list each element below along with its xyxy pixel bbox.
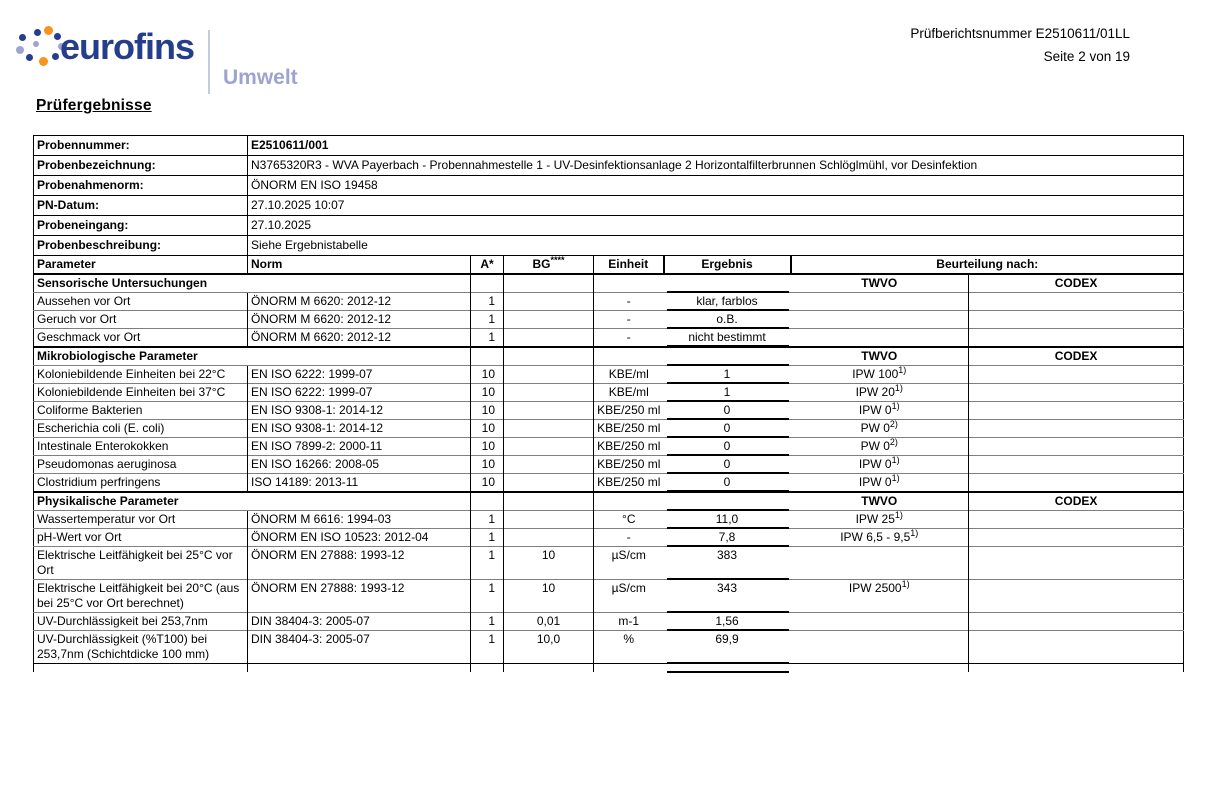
cell-ergebnis: o.B. — [664, 311, 791, 329]
cell-twvo: PW 0$^{2)}$ — [791, 438, 969, 456]
info-label: Probenbezeichnung: — [34, 156, 248, 176]
cell-parameter: Aussehen vor Ort — [34, 293, 248, 311]
cell-a: 1 — [471, 631, 504, 664]
sample-info-row — [34, 176, 1184, 196]
cell-codex — [969, 474, 1184, 493]
cell-bg — [504, 438, 594, 456]
section-row — [34, 274, 1184, 293]
cell-ergebnis: 1 — [664, 384, 791, 402]
info-value: N3765320R3 - WVA Payerbach - Probennahmestelle 1 - UV-Desinfektionsanlage 2 Horizontalfilterbrunnen Schlöglmühl, vor Desinfektion — [248, 156, 1184, 176]
cell-ergebnis: 343 — [664, 580, 791, 613]
cell-a: 10 — [471, 456, 504, 474]
cell-einheit: - — [594, 293, 664, 311]
cell-parameter: Pseudomonas aeruginosa — [34, 456, 248, 474]
cell-norm: EN ISO 7899-2: 2000-11 — [248, 438, 471, 456]
cell-einheit: KBE/250 ml — [594, 474, 664, 493]
results-header-row — [34, 256, 1184, 275]
table-row — [34, 366, 1184, 384]
table-row — [34, 438, 1184, 456]
info-label: Probenahmenorm: — [34, 176, 248, 196]
cell-ergebnis: klar, farblos — [664, 293, 791, 311]
cell-norm: DIN 38404-3: 2005-07 — [248, 631, 471, 664]
cell-codex — [969, 329, 1184, 348]
page-title: Prüfergebnisse — [36, 97, 152, 114]
sample-info-row — [34, 196, 1184, 216]
info-value: 27.10.2025 — [248, 216, 1184, 236]
cell-twvo: PW 0$^{2)}$ — [791, 420, 969, 438]
cell-ergebnis: 0 — [664, 420, 791, 438]
cell-parameter: Escherichia coli (E. coli) — [34, 420, 248, 438]
cell-bg — [504, 384, 594, 402]
section-label: Mikrobiologische Parameter — [34, 347, 471, 366]
sample-info-row — [34, 236, 1184, 256]
cell-parameter: Geruch vor Ort — [34, 311, 248, 329]
cell-twvo — [791, 631, 969, 664]
cell-einheit: KBE/250 ml — [594, 456, 664, 474]
cell-ergebnis: 69,9 — [664, 631, 791, 664]
table-row — [34, 613, 1184, 631]
cell-norm: ÖNORM M 6620: 2012-12 — [248, 329, 471, 348]
section-row — [34, 492, 1184, 511]
section-label: Physikalische Parameter — [34, 492, 471, 511]
cell-bg — [504, 293, 594, 311]
cell-parameter: pH-Wert vor Ort — [34, 529, 248, 547]
cell-ergebnis: 0 — [664, 438, 791, 456]
logo-divider — [208, 30, 210, 94]
info-value: Siehe Ergebnistabelle — [248, 236, 1184, 256]
cell-a: 10 — [471, 402, 504, 420]
cell-a: 1 — [471, 293, 504, 311]
cell-parameter: UV-Durchlässigkeit bei 253,7nm — [34, 613, 248, 631]
info-value: 27.10.2025 10:07 — [248, 196, 1184, 216]
col-header-norm: Norm — [248, 256, 471, 275]
cell-twvo: IPW 6,5 - 9,5$^{1)}$ — [791, 529, 969, 547]
cell-norm: EN ISO 6222: 1999-07 — [248, 384, 471, 402]
cell-codex — [969, 613, 1184, 631]
cell-parameter: Koloniebildende Einheiten bei 37°C — [34, 384, 248, 402]
cell-a: 1 — [471, 511, 504, 529]
cell-a: 1 — [471, 529, 504, 547]
cell-bg: 10,0 — [504, 631, 594, 664]
table-row — [34, 474, 1184, 493]
cell-ergebnis: 0 — [664, 474, 791, 493]
info-label: Probenbeschreibung: — [34, 236, 248, 256]
table-row — [34, 420, 1184, 438]
cell-bg: 10 — [504, 547, 594, 580]
cell-a: 1 — [471, 547, 504, 580]
cell-parameter: Coliforme Bakterien — [34, 402, 248, 420]
info-value: ÖNORM EN ISO 19458 — [248, 176, 1184, 196]
cell-norm: ÖNORM M 6620: 2012-12 — [248, 293, 471, 311]
cell-ergebnis: 0 — [664, 456, 791, 474]
section-twvo-label: TWVO — [791, 492, 969, 511]
cell-twvo — [791, 547, 969, 580]
cell-codex — [969, 402, 1184, 420]
cell-a: 1 — [471, 580, 504, 613]
cell-a: 1 — [471, 329, 504, 348]
section-label: Sensorische Untersuchungen — [34, 274, 471, 293]
header-meta — [910, 22, 1130, 68]
cell-twvo — [791, 293, 969, 311]
cell-norm: ÖNORM M 6616: 1994-03 — [248, 511, 471, 529]
cell-einheit: µS/cm — [594, 547, 664, 580]
cell-a: 10 — [471, 384, 504, 402]
cell-norm: DIN 38404-3: 2005-07 — [248, 613, 471, 631]
cell-twvo — [791, 613, 969, 631]
col-header-einheit: Einheit — [594, 256, 664, 275]
cell-a: 1 — [471, 613, 504, 631]
table-row — [34, 456, 1184, 474]
cell-norm: ISO 14189: 2013-11 — [248, 474, 471, 493]
cell-bg: 10 — [504, 580, 594, 613]
cell-codex — [969, 438, 1184, 456]
section-twvo-label: TWVO — [791, 347, 969, 366]
table-row — [34, 402, 1184, 420]
cell-codex — [969, 420, 1184, 438]
section-twvo-label: TWVO — [791, 274, 969, 293]
table-row — [34, 547, 1184, 580]
section-row — [34, 347, 1184, 366]
cell-norm: ÖNORM EN 27888: 1993-12 — [248, 580, 471, 613]
cell-parameter: Elektrische Leitfähigkeit bei 20°C (aus bei 25°C vor Ort berechnet) — [34, 580, 248, 613]
table-row — [34, 580, 1184, 613]
cell-parameter: Geschmack vor Ort — [34, 329, 248, 348]
cell-einheit: - — [594, 311, 664, 329]
cell-twvo: IPW 0$^{1)}$ — [791, 474, 969, 493]
section-codex-label: CODEX — [969, 492, 1184, 511]
info-label: Probeneingang: — [34, 216, 248, 236]
cell-codex — [969, 384, 1184, 402]
cell-twvo — [791, 329, 969, 348]
cell-twvo: IPW 25$^{1)}$ — [791, 511, 969, 529]
cell-norm: EN ISO 9308-1: 2014-12 — [248, 402, 471, 420]
section-codex-label: CODEX — [969, 274, 1184, 293]
cell-parameter: Elektrische Leitfähigkeit bei 25°C vor Ort — [34, 547, 248, 580]
info-value: E2510611/001 — [248, 136, 1184, 156]
cell-einheit: KBE/ml — [594, 384, 664, 402]
results-table — [33, 135, 1184, 672]
cell-a: 10 — [471, 366, 504, 384]
cell-bg — [504, 420, 594, 438]
brand-wordmark: eurofins — [60, 26, 195, 67]
cell-norm: ÖNORM EN ISO 10523: 2012-04 — [248, 529, 471, 547]
sample-info-row — [34, 216, 1184, 236]
cell-ergebnis: 1,56 — [664, 613, 791, 631]
cell-twvo: IPW 20$^{1)}$ — [791, 384, 969, 402]
table-row — [34, 293, 1184, 311]
cell-bg: 0,01 — [504, 613, 594, 631]
cell-norm: ÖNORM M 6620: 2012-12 — [248, 311, 471, 329]
cell-einheit: % — [594, 631, 664, 664]
cell-bg — [504, 456, 594, 474]
table-row — [34, 311, 1184, 329]
cell-norm: EN ISO 9308-1: 2014-12 — [248, 420, 471, 438]
cell-a: 1 — [471, 311, 504, 329]
cell-parameter: Wassertemperatur vor Ort — [34, 511, 248, 529]
cell-codex — [969, 293, 1184, 311]
cell-parameter: Clostridium perfringens — [34, 474, 248, 493]
cell-a: 10 — [471, 474, 504, 493]
cell-twvo — [791, 311, 969, 329]
cell-twvo: IPW 2500$^{1)}$ — [791, 580, 969, 613]
cell-codex — [969, 511, 1184, 529]
cell-einheit: - — [594, 529, 664, 547]
section-codex-label: CODEX — [969, 347, 1184, 366]
cell-einheit: - — [594, 329, 664, 348]
cell-parameter: UV-Durchlässigkeit (%T100) bei 253,7nm (Schichtdicke 100 mm) — [34, 631, 248, 664]
division-label: Umwelt — [223, 66, 298, 89]
cell-bg — [504, 366, 594, 384]
col-header-parameter: Parameter — [34, 256, 248, 275]
info-label: PN-Datum: — [34, 196, 248, 216]
cell-bg — [504, 311, 594, 329]
table-row — [34, 529, 1184, 547]
table-row — [34, 384, 1184, 402]
cell-bg — [504, 511, 594, 529]
cell-ergebnis: nicht bestimmt — [664, 329, 791, 348]
cell-einheit: KBE/250 ml — [594, 420, 664, 438]
report-number: Prüfberichtsnummer E2510611/01LL — [910, 26, 1130, 41]
cell-bg — [504, 529, 594, 547]
cell-codex — [969, 311, 1184, 329]
cell-ergebnis: 383 — [664, 547, 791, 580]
col-header-bg: BG**** — [504, 256, 594, 275]
cell-einheit: KBE/250 ml — [594, 402, 664, 420]
cell-ergebnis: 1 — [664, 366, 791, 384]
cell-ergebnis: 0 — [664, 402, 791, 420]
cell-parameter: Intestinale Enterokokken — [34, 438, 248, 456]
results-table-body — [34, 136, 1184, 673]
table-row — [34, 631, 1184, 664]
table-stub-row — [34, 664, 1184, 673]
cell-codex — [969, 366, 1184, 384]
cell-ergebnis: 11,0 — [664, 511, 791, 529]
cell-einheit: µS/cm — [594, 580, 664, 613]
cell-einheit: KBE/250 ml — [594, 438, 664, 456]
cell-codex — [969, 631, 1184, 664]
cell-parameter: Koloniebildende Einheiten bei 22°C — [34, 366, 248, 384]
page-indicator: Seite 2 von 19 — [1043, 49, 1130, 64]
cell-a: 10 — [471, 438, 504, 456]
cell-norm: ÖNORM EN 27888: 1993-12 — [248, 547, 471, 580]
cell-codex — [969, 547, 1184, 580]
table-row — [34, 511, 1184, 529]
cell-bg — [504, 474, 594, 493]
cell-codex — [969, 580, 1184, 613]
col-header-a: A* — [471, 256, 504, 275]
cell-ergebnis: 7,8 — [664, 529, 791, 547]
cell-einheit: m-1 — [594, 613, 664, 631]
cell-norm: EN ISO 6222: 1999-07 — [248, 366, 471, 384]
cell-einheit: KBE/ml — [594, 366, 664, 384]
cell-codex — [969, 529, 1184, 547]
col-header-ergebnis: Ergebnis — [664, 256, 791, 275]
cell-a: 10 — [471, 420, 504, 438]
cell-bg — [504, 402, 594, 420]
cell-twvo: IPW 0$^{1)}$ — [791, 402, 969, 420]
col-header-beurteilung: Beurteilung nach: — [791, 256, 1184, 275]
sample-info-row — [34, 156, 1184, 176]
cell-norm: EN ISO 16266: 2008-05 — [248, 456, 471, 474]
cell-bg — [504, 329, 594, 348]
info-label: Probennummer: — [34, 136, 248, 156]
cell-twvo: IPW 100$^{1)}$ — [791, 366, 969, 384]
cell-twvo: IPW 0$^{1)}$ — [791, 456, 969, 474]
table-row — [34, 329, 1184, 348]
cell-codex — [969, 456, 1184, 474]
cell-einheit: °C — [594, 511, 664, 529]
sample-info-row — [34, 136, 1184, 156]
